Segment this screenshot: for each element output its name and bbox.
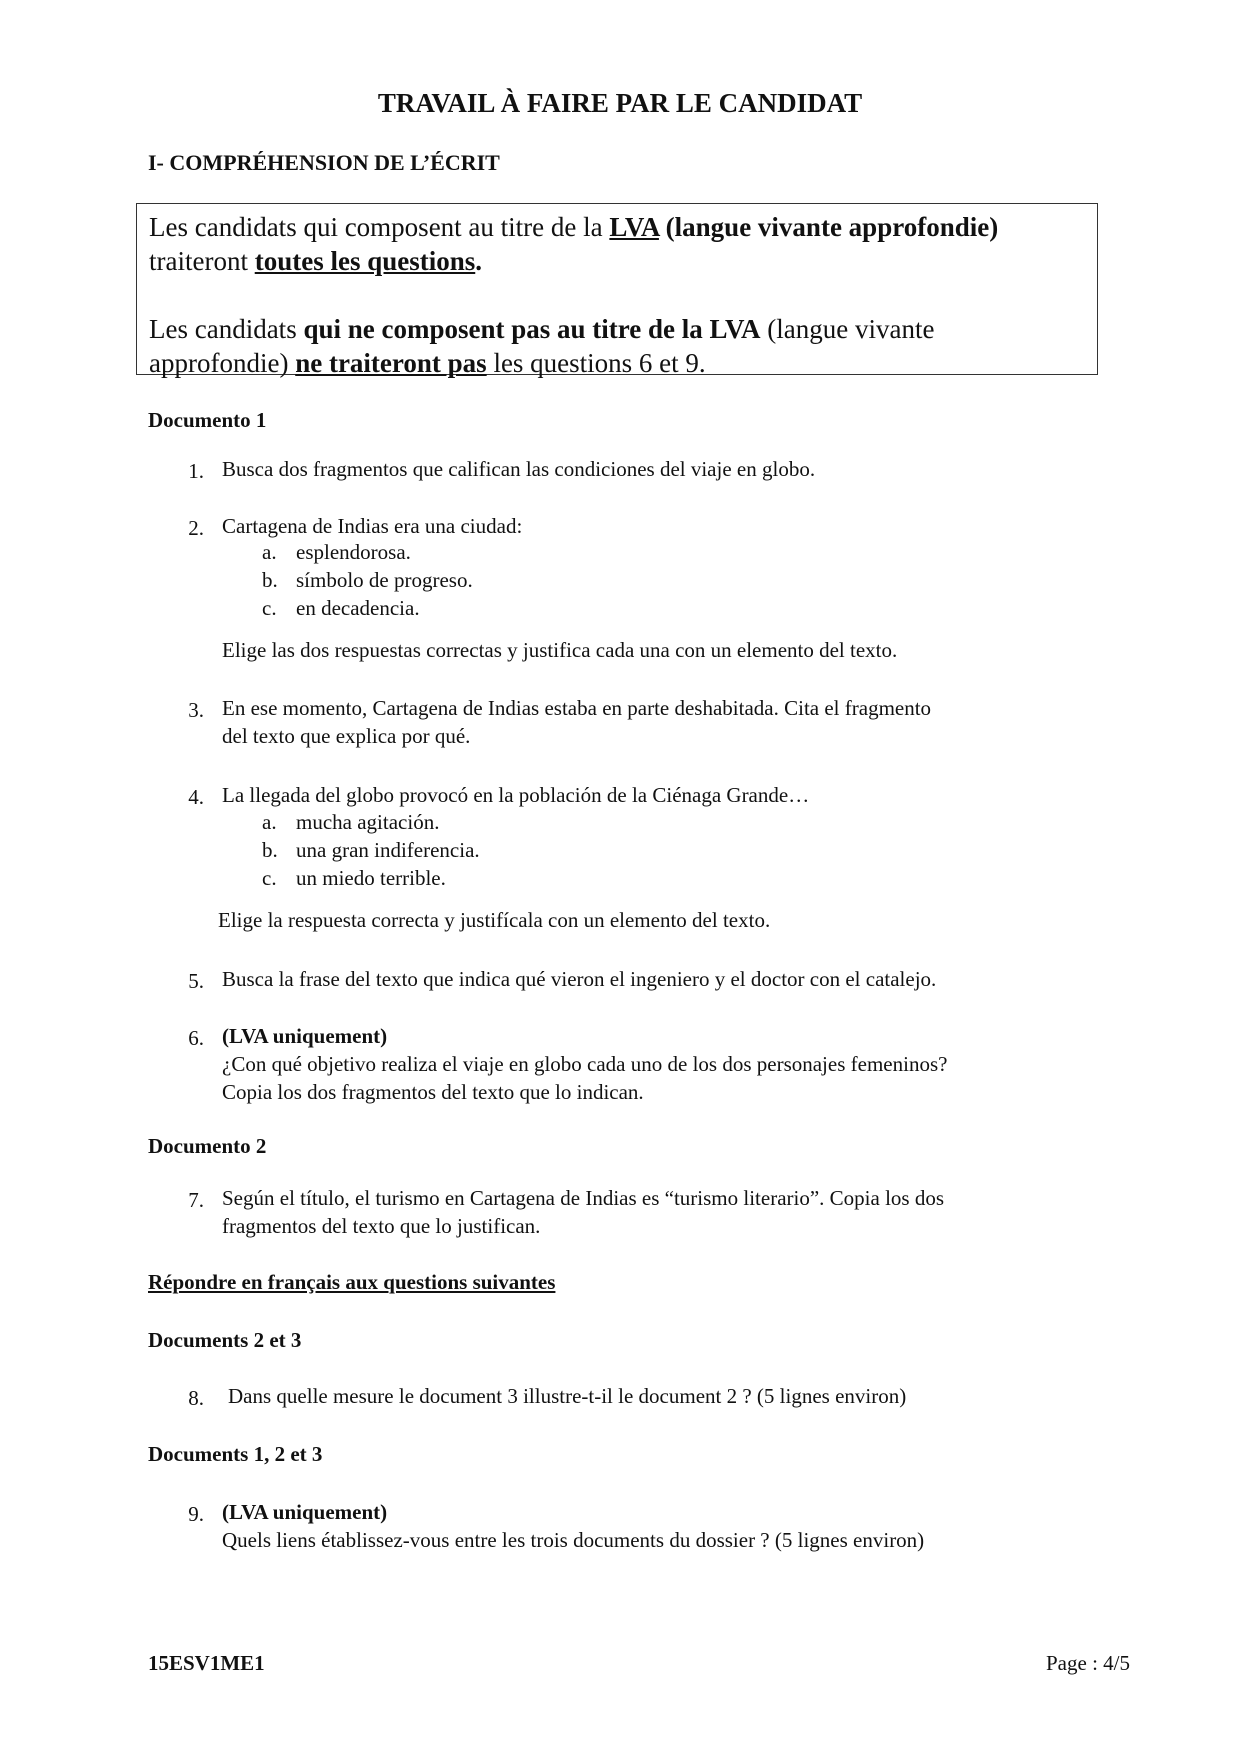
question-number: 1. <box>188 459 204 483</box>
question-5-text: Busca la frase del texto que indica qué vieron el ingeniero y el doctor con el catalejo. <box>222 967 937 991</box>
documents-1-2-3-heading: Documents 1, 2 et 3 <box>148 1442 323 1466</box>
option-letter: b. <box>262 838 278 862</box>
option-letter: c. <box>262 596 277 620</box>
question-9-lva-tag: (LVA uniquement) <box>222 1500 388 1524</box>
instructions-paragraph-1 <box>149 210 1085 278</box>
question-7-line-2: fragmentos del texto que lo justifican. <box>222 1214 541 1238</box>
option-letter: a. <box>262 540 277 564</box>
question-6-lva-tag: (LVA uniquement) <box>222 1024 388 1048</box>
french-answers-heading: Répondre en français aux questions suivantes <box>148 1270 556 1294</box>
instr-text: les questions 6 et 9. <box>486 348 706 378</box>
question-1-text: Busca dos fragmentos que califican las condiciones del viaje en globo. <box>222 457 816 481</box>
question-7-line-1: Según el título, el turismo en Cartagena de Indias es “turismo literario”. Copia los dos <box>222 1186 945 1210</box>
instr-text: Les candidats <box>149 314 304 344</box>
option-text: símbolo de progreso. <box>296 568 473 592</box>
instr-text: Les candidats qui composent au titre de la <box>149 212 610 242</box>
exam-code: 15ESV1ME1 <box>148 1651 265 1675</box>
question-2-text: Cartagena de Indias era una ciudad: <box>222 514 523 538</box>
question-number: 2. <box>188 516 204 540</box>
instr-not-lva: qui ne composent pas au titre de la LVA <box>303 314 761 344</box>
question-4-text: La llegada del globo provocó en la población de la Ciénaga Grande… <box>222 783 810 807</box>
option-text: mucha agitación. <box>296 810 440 834</box>
question-6-line-2: Copia los dos fragmentos del texto que lo indican. <box>222 1080 644 1104</box>
instr-lva-expansion: (langue vivante approfondie) <box>658 212 999 242</box>
instr-lva: LVA <box>609 212 659 242</box>
question-number: 6. <box>188 1026 204 1050</box>
question-number: 5. <box>188 969 204 993</box>
option-letter: c. <box>262 866 277 890</box>
question-number: 4. <box>188 785 204 809</box>
option-text: una gran indiferencia. <box>296 838 480 862</box>
documents-2-3-heading: Documents 2 et 3 <box>148 1328 302 1352</box>
option-text: un miedo terrible. <box>296 866 446 890</box>
question-3-line-1: En ese momento, Cartagena de Indias estaba en parte deshabitada. Cita el fragmento <box>222 696 932 720</box>
section-heading: I- COMPRÉHENSION DE L’ÉCRIT <box>148 150 500 175</box>
page-number: Page : 4/5 <box>1046 1651 1130 1675</box>
instr-period: . <box>475 246 482 276</box>
page-title: TRAVAIL À FAIRE PAR LE CANDIDAT <box>377 88 863 118</box>
instr-will-not-treat: ne traiteront pas <box>295 348 487 378</box>
question-2-instruction: Elige las dos respuestas correctas y justifica cada una con un elemento del texto. <box>222 638 898 662</box>
question-number: 7. <box>188 1188 204 1212</box>
instr-text: traiteront <box>149 246 255 276</box>
question-3-line-2: del texto que explica por qué. <box>222 724 471 748</box>
question-8-text: Dans quelle mesure le document 3 illustre-t-il le document 2 ? (5 lignes environ) <box>228 1384 907 1408</box>
instructions-paragraph-2 <box>149 312 1085 380</box>
document-2-heading: Documento 2 <box>148 1134 267 1158</box>
question-number: 8. <box>188 1386 204 1410</box>
question-number: 3. <box>188 698 204 722</box>
instructions-box <box>136 203 1098 378</box>
question-6-line-1: ¿Con qué objetivo realiza el viaje en globo cada uno de los dos personajes femeninos? <box>222 1052 948 1076</box>
option-letter: a. <box>262 810 277 834</box>
question-9-line-1: Quels liens établissez-vous entre les trois documents du dossier ? (5 lignes environ) <box>222 1528 925 1552</box>
question-number: 9. <box>188 1502 204 1526</box>
document-1-heading: Documento 1 <box>148 408 267 432</box>
option-letter: b. <box>262 568 278 592</box>
question-4-instruction: Elige la respuesta correcta y justifícala con un elemento del texto. <box>218 908 771 932</box>
option-text: esplendorosa. <box>296 540 411 564</box>
option-text: en decadencia. <box>296 596 420 620</box>
instr-text: (langue vivante <box>760 314 935 344</box>
instr-text: approfondie) <box>149 348 296 378</box>
instr-all-questions: toutes les questions <box>254 246 476 276</box>
